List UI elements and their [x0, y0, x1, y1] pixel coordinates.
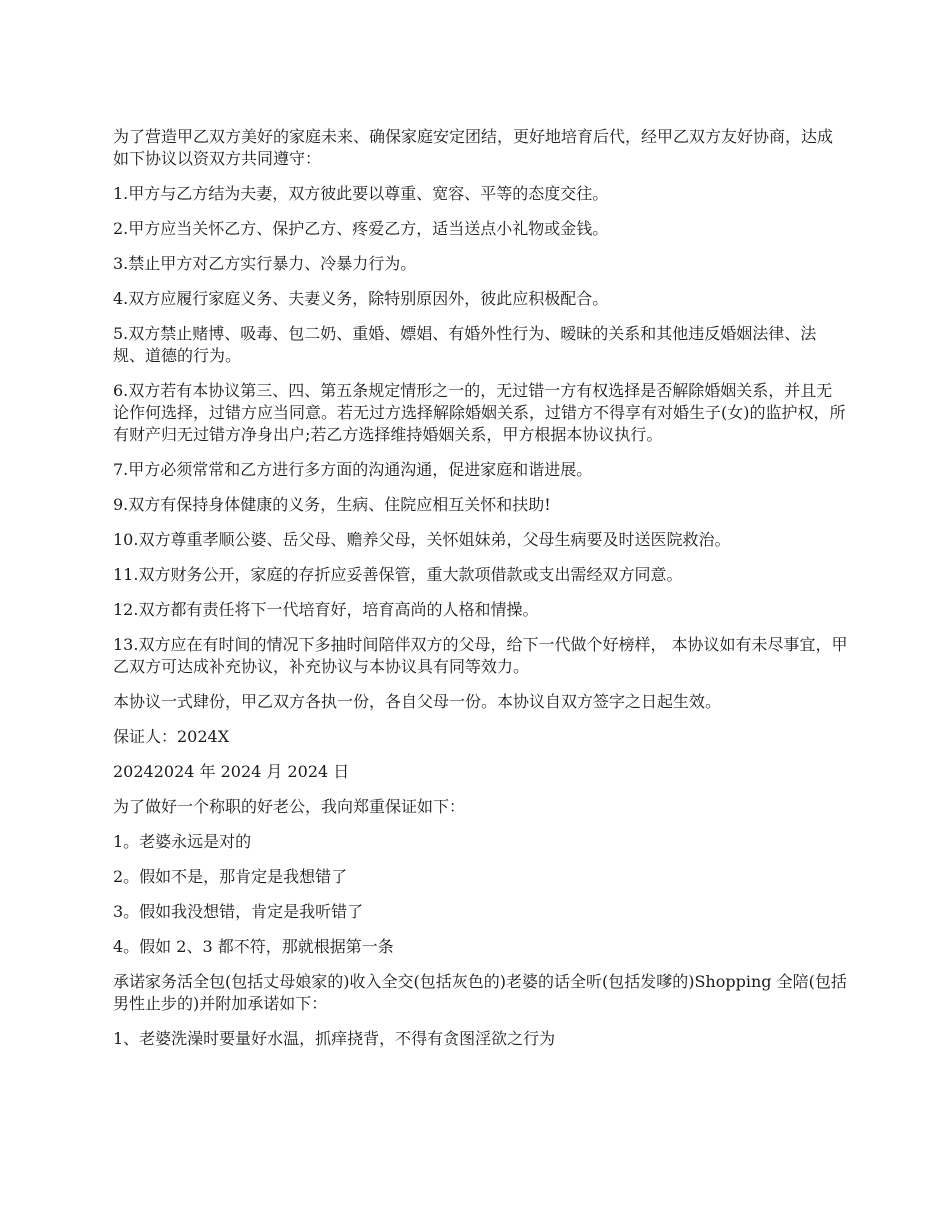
clause-5: 5.双方禁止赌博、吸毒、包二奶、重婚、嫖娼、有婚外性行为、暧昧的关系和其他违反婚姻法律、法规、道德的行为。: [113, 324, 817, 365]
clause-3: 3.禁止甲方对乙方实行暴力、冷暴力行为。: [113, 254, 417, 273]
pledge-item-2: 2。假如不是，那肯定是我想错了: [113, 867, 348, 886]
clause-12: 12.双方都有责任将下一代培育好，培育高尚的人格和情操。: [113, 600, 539, 619]
pledge-item-1: 1。老婆永远是对的: [113, 832, 252, 851]
date-line: 20242024 年 2024 月 2024 日: [113, 762, 350, 781]
intro-paragraph: 为了营造甲乙双方美好的家庭未来、确保家庭安定团结，更好地培育后代，经甲乙双方友好协商，达成如下协议以资双方共同遵守：: [113, 127, 834, 168]
clause-4: 4.双方应履行家庭义务、夫妻义务，除特别原因外，彼此应积极配合。: [113, 289, 609, 308]
pledge-item-3: 3。假如我没想错，肯定是我听错了: [113, 902, 364, 921]
clause-10: 10.双方尊重孝顺公婆、岳父母、赡养父母，关怀姐妹弟，父母生病要及时送医院救治。: [113, 530, 731, 549]
document-body: [113, 126, 848, 1063]
clause-6: 6.双方若有本协议第三、四、第五条规定情形之一的，无过错一方有权选择是否解除婚姻关系，并且无论作何选择，过错方应当同意。若无过方选择解除婚姻关系，过错方不得享有对婚生子(女)的监护权，所有财产归无过错方净身出户;若乙方选择维持婚姻关系，甲方根据本协议执行。: [113, 381, 846, 444]
clause-11: 11.双方财务公开，家庭的存折应妥善保管，重大款项借款或支出需经双方同意。: [113, 565, 683, 584]
clause-1: 1.甲方与乙方结为夫妻，双方彼此要以尊重、宽容、平等的态度交往。: [113, 184, 609, 203]
clause-9: 9.双方有保持身体健康的义务，生病、住院应相互关怀和扶助!: [113, 495, 551, 514]
clause-2: 2.甲方应当关怀乙方、保护乙方、疼爱乙方，适当送点小礼物或金钱。: [113, 219, 609, 238]
clause-13: 13.双方应在有时间的情况下多抽时间陪伴双方的父母，给下一代做个好榜样， 本协议如有未尽事宜，甲乙双方可达成补充协议，补充协议与本协议具有同等效力。: [113, 635, 848, 676]
copies-statement: 本协议一式肆份，甲乙双方各执一份，各自父母一份。本协议自双方签字之日起生效。: [113, 692, 722, 711]
guarantor-line: 保证人：2024X: [113, 727, 230, 746]
clause-7: 7.甲方必须常常和乙方进行多方面的沟通沟通，促进家庭和谐进展。: [113, 460, 593, 479]
commitment-item-1: 1、老婆洗澡时要量好水温，抓痒挠背，不得有贪图淫欲之行为: [113, 1029, 556, 1048]
pledge-item-4: 4。假如 2、3 都不符，那就根据第一条: [113, 937, 394, 956]
pledge-intro: 为了做好一个称职的好老公，我向郑重保证如下：: [113, 797, 466, 816]
commitment-paragraph: 承诺家务活全包(包括丈母娘家的)收入全交(包括灰色的)老婆的话全听(包括发嗲的)Shopping 全陪(包括男性止步的)并附加承诺如下：: [113, 972, 847, 1013]
